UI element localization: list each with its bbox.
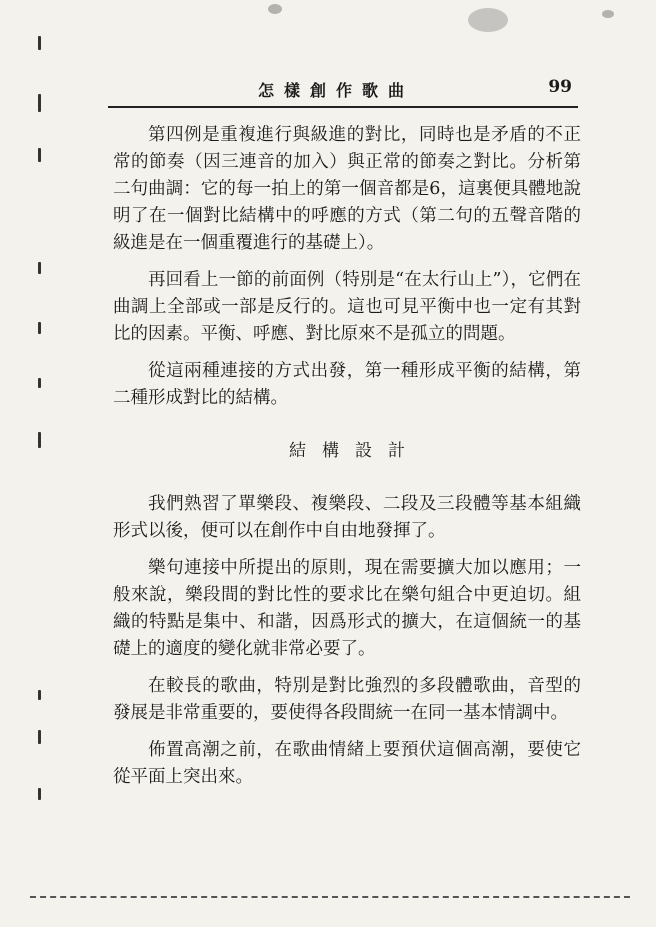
paragraph: 我們熟習了單樂段、複樂段、二段及三段體等基本組織形式以後，便可以在創作中自由地發揮了。 xyxy=(113,494,581,541)
paragraph: 樂句連接中所提出的原則，現在需要擴大加以應用；一般來說，樂段間的對比性的要求比在樂句組合中更迫切。組織的特點是集中、和諧，因爲形式的擴大，在這個統一的基礎上的適度的變化就非常必要了。 xyxy=(113,558,581,659)
binding-mark xyxy=(38,148,41,162)
paragraph: 第四例是重複進行與級進的對比，同時也是矛盾的不正常的節奏（因三連音的加入）與正常的節奏之對比。分析第二句曲調：它的每一拍上的第一個音都是6，這裏便具體地說明了在一個對比結構中的呼應的方式（第二句的五聲音階的級進是在一個重覆進行的基礎上）。 xyxy=(113,125,581,253)
section-heading: 結構設計 xyxy=(289,441,421,461)
binding-mark xyxy=(38,378,41,388)
binding-mark xyxy=(38,262,41,274)
binding-mark xyxy=(38,94,41,112)
paragraph: 從這兩種連接的方式出發，第一種形成平衡的結構，第二種形成對比的結構。 xyxy=(113,361,581,408)
page-bottom-rule xyxy=(30,896,630,898)
binding-mark xyxy=(38,432,41,448)
binding-mark xyxy=(38,322,41,334)
paragraph: 再回看上一節的前面例（特別是“在太行山上”），它們在曲調上全部或一部是反行的。這也可見平衡中也一定有其對比的因素。平衡、呼應、對比原來不是孤立的問題。 xyxy=(113,270,581,344)
binding-mark xyxy=(38,730,41,744)
paragraph: 在較長的歌曲，特別是對比強烈的多段體歌曲，音型的發展是非常重要的，要使得各段間統一在同一基本情調中。 xyxy=(113,676,581,723)
ink-smudge xyxy=(468,8,508,32)
paragraph: 佈置高潮之前，在歌曲情緒上要預伏這個高潮，要使它從平面上突出來。 xyxy=(113,740,581,787)
page-header xyxy=(108,72,578,108)
binding-marks xyxy=(34,30,48,890)
binding-mark xyxy=(38,36,41,50)
running-title: 怎樣創作歌曲 xyxy=(258,81,415,100)
binding-mark xyxy=(38,788,41,800)
ink-smudge xyxy=(268,4,282,14)
binding-mark xyxy=(38,690,41,700)
ink-smudge xyxy=(602,10,614,18)
body-text xyxy=(113,122,581,801)
page-number: 99 xyxy=(548,77,572,97)
